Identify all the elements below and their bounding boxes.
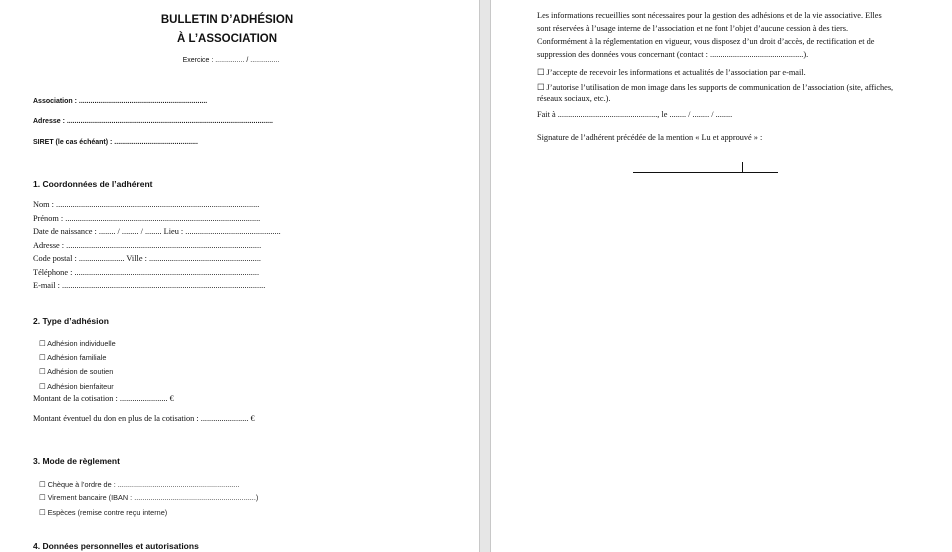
- checkbox-consent-image[interactable]: ☐ J’autorise l’utilisation de mon image dans les supports de communication de l’association (site, affiches,: [537, 83, 894, 92]
- adresse-field[interactable]: Adresse : ..............................................................................................: [33, 241, 262, 250]
- privacy-paragraph-line: suppression des données vous concernant (contact : .............................................).: [537, 50, 809, 59]
- form-title-line1: BULLETIN D’ADHÉSION: [160, 14, 294, 26]
- birth-field[interactable]: Date de naissance : ........ / ........ / ........ Lieu : ..............................................: [33, 227, 281, 236]
- checkbox-bienfaiteur[interactable]: ☐ Adhésion bienfaiteur: [39, 382, 114, 391]
- exercice-field[interactable]: Exercice : ............... / ...............: [182, 57, 280, 64]
- siret-field[interactable]: SIRET (le cas échéant) : ...........................................: [33, 139, 198, 146]
- telephone-field[interactable]: Téléphone : .........................................................................................: [33, 268, 260, 277]
- checkbox-especes[interactable]: ☐ Espèces (remise contre reçu interne): [39, 508, 168, 517]
- fait-a-field[interactable]: Fait à ................................................, le ........ / ........ / ........: [537, 110, 733, 119]
- privacy-paragraph-line: Conformément à la réglementation en vigueur, vous disposez d’un droit d’accès, de rectification et de: [537, 37, 875, 46]
- association-field[interactable]: Association : ..................................................................: [33, 98, 208, 105]
- section-1-heading: 1. Coordonnées de l’adhérent: [33, 179, 153, 189]
- consent-image-continuation: réseaux sociaux, etc.).: [537, 94, 611, 103]
- nom-field[interactable]: Nom : ..................................................................................................: [33, 200, 260, 209]
- don-field[interactable]: Montant éventuel du don en plus de la cotisation : ....................... €: [33, 414, 255, 423]
- postal-city-field[interactable]: Code postal : ...................... Ville : ......................................................: [33, 254, 261, 263]
- privacy-paragraph-line: sont réservées à l’usage interne de l’association et ne font l’objet d’aucune cession à des tiers.: [537, 24, 849, 33]
- section-4-heading: 4. Données personnelles et autorisations: [33, 541, 199, 551]
- privacy-paragraph-line: Les informations recueillies sont nécessaires pour la gestion des adhésions et de la vie associative. Elles: [537, 11, 882, 20]
- checkbox-soutien[interactable]: ☐ Adhésion de soutien: [39, 367, 114, 376]
- document-page-2[interactable]: [491, 0, 952, 552]
- text-cursor: [742, 162, 743, 173]
- checkbox-virement[interactable]: ☐ Virement bancaire (IBAN : ............................................................): [39, 493, 259, 502]
- checkbox-individuelle[interactable]: ☐ Adhésion individuelle: [39, 339, 116, 348]
- form-title-line2: À L’ASSOCIATION: [176, 33, 278, 45]
- section-3-heading: 3. Mode de règlement: [33, 456, 120, 466]
- association-address-field[interactable]: Adresse : ..........................................................................................................: [33, 118, 273, 125]
- section-2-heading: 2. Type d’adhésion: [33, 316, 109, 326]
- montant-field[interactable]: Montant de la cotisation : ....................... €: [33, 394, 174, 403]
- page-gap: [479, 0, 491, 552]
- checkbox-familiale[interactable]: ☐ Adhésion familiale: [39, 353, 107, 362]
- signature-line[interactable]: [633, 172, 778, 173]
- email-field[interactable]: E-mail : ..................................................................................................: [33, 281, 266, 290]
- checkbox-consent-email[interactable]: ☐ J’accepte de recevoir les informations et actualités de l’association par e-mail.: [537, 68, 806, 77]
- prenom-field[interactable]: Prénom : ..............................................................................................: [33, 214, 261, 223]
- signature-label: Signature de l’adhérent précédée de la mention « Lu et approuvé » :: [537, 133, 763, 142]
- checkbox-cheque[interactable]: ☐ Chèque à l’ordre de : ............................................................: [39, 480, 240, 489]
